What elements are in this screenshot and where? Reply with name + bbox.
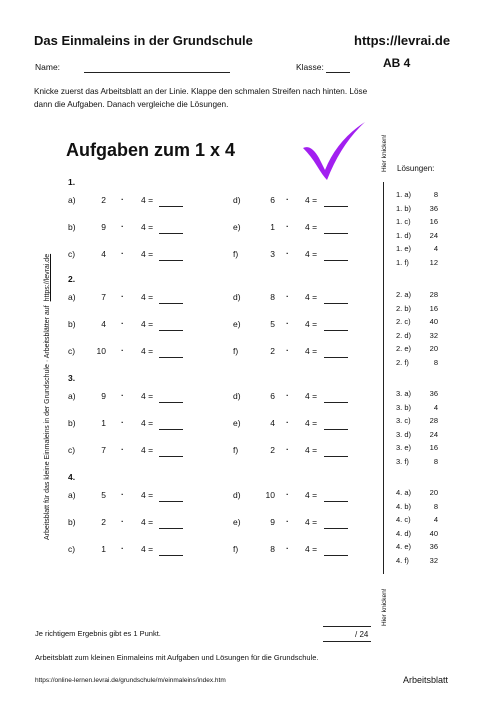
answer-field[interactable] bbox=[159, 429, 183, 430]
task-multiplier: 4 = bbox=[141, 418, 154, 428]
multiply-operator: · bbox=[121, 417, 124, 427]
answer-field[interactable] bbox=[159, 357, 183, 358]
instructions: Knicke zuerst das Arbeitsblatt an der Linie. Klappe den schmalen Streifen nach hinten. Löse dann die Aufgaben. Danach vergleiche die Lösungen. bbox=[34, 87, 368, 109]
task-multiplier: 4 = bbox=[305, 292, 318, 302]
multiply-operator: · bbox=[286, 543, 289, 553]
task-multiplier: 4 = bbox=[305, 517, 318, 527]
answer-field[interactable] bbox=[324, 330, 348, 331]
multiply-operator: · bbox=[286, 417, 289, 427]
solution-key: 3. c) bbox=[396, 416, 411, 425]
solution-value: 32 bbox=[429, 330, 438, 340]
solution-key: 1. f) bbox=[396, 257, 409, 267]
solution-value: 16 bbox=[429, 303, 438, 313]
solution-value: 12 bbox=[429, 257, 438, 267]
solution-value: 24 bbox=[429, 429, 438, 439]
task-label: f) bbox=[233, 249, 239, 259]
multiply-operator: · bbox=[286, 444, 289, 454]
task-label: a) bbox=[68, 292, 76, 302]
solution-key: 3. d) bbox=[396, 429, 412, 439]
worksheet-title: Aufgaben zum 1 x 4 bbox=[66, 140, 236, 160]
answer-field[interactable] bbox=[324, 402, 348, 403]
task-multiplier: 4 = bbox=[305, 391, 318, 401]
task-multiplier: 4 = bbox=[305, 346, 318, 356]
answer-field[interactable] bbox=[324, 456, 348, 457]
solution-key: 4. b) bbox=[396, 501, 412, 511]
task-factor: 2 bbox=[101, 517, 106, 527]
task-factor: 4 bbox=[101, 249, 106, 259]
multiply-operator: · bbox=[121, 248, 124, 258]
solution-key: 3. f) bbox=[396, 456, 409, 466]
solution-key: 1. b) bbox=[396, 203, 412, 213]
task-multiplier: 4 = bbox=[305, 544, 318, 554]
answer-field[interactable] bbox=[324, 260, 348, 261]
side-text: Arbeitsblatt für das kleine Einmaleins in der Grundschule · Arbeitsblätter aufhttps://levrai.de bbox=[44, 253, 51, 540]
task-multiplier: 4 = bbox=[141, 391, 154, 401]
solution-key: 2. b) bbox=[396, 303, 412, 313]
task-group-number: 1. bbox=[68, 177, 76, 187]
answer-field[interactable] bbox=[324, 501, 348, 502]
task-label: d) bbox=[233, 292, 241, 302]
task-factor: 10 bbox=[96, 346, 106, 356]
task-factor: 1 bbox=[101, 544, 106, 554]
task-multiplier: 4 = bbox=[305, 222, 318, 232]
task-multiplier: 4 = bbox=[305, 490, 318, 500]
solutions-title: Lösungen: bbox=[397, 164, 435, 173]
multiply-operator: · bbox=[121, 543, 124, 553]
multiply-operator: · bbox=[286, 516, 289, 526]
multiply-operator: · bbox=[121, 291, 124, 301]
task-multiplier: 4 = bbox=[141, 249, 154, 259]
task-factor: 4 bbox=[101, 319, 106, 329]
task-label: d) bbox=[233, 195, 241, 205]
multiply-operator: · bbox=[286, 291, 289, 301]
task-factor: 3 bbox=[270, 249, 275, 259]
score-line-bottom bbox=[323, 641, 371, 642]
solution-key: 4. e) bbox=[396, 542, 412, 551]
task-multiplier: 4 = bbox=[141, 544, 154, 554]
answer-field[interactable] bbox=[159, 260, 183, 261]
solution-key: 2. a) bbox=[396, 290, 412, 299]
task-label: c) bbox=[68, 346, 76, 356]
answer-field[interactable] bbox=[159, 402, 183, 403]
multiply-operator: · bbox=[121, 444, 124, 454]
fold-label-bottom: Hier knicken! bbox=[381, 588, 388, 626]
task-label: f) bbox=[233, 544, 239, 554]
task-label: a) bbox=[68, 490, 76, 500]
answer-field[interactable] bbox=[159, 555, 183, 556]
multiply-operator: · bbox=[121, 318, 124, 328]
score: / 24 bbox=[355, 630, 369, 639]
answer-field[interactable] bbox=[324, 528, 348, 529]
solution-key: 2. d) bbox=[396, 330, 412, 340]
solution-value: 36 bbox=[429, 203, 438, 213]
fold-label-top: Hier knicken! bbox=[381, 134, 388, 172]
score-line-top bbox=[323, 626, 371, 627]
multiply-operator: · bbox=[286, 221, 289, 231]
multiply-operator: · bbox=[121, 516, 124, 526]
task-label: b) bbox=[68, 222, 76, 232]
name-label: Name: bbox=[35, 62, 61, 72]
multiply-operator: · bbox=[286, 390, 289, 400]
solution-key: 2. c) bbox=[396, 317, 411, 326]
task-label: c) bbox=[68, 445, 76, 455]
task-factor: 9 bbox=[101, 222, 106, 232]
task-factor: 2 bbox=[270, 445, 275, 455]
multiply-operator: · bbox=[121, 390, 124, 400]
task-factor: 6 bbox=[270, 195, 275, 205]
task-label: c) bbox=[68, 544, 76, 554]
multiply-operator: · bbox=[121, 345, 124, 355]
solution-value: 24 bbox=[429, 230, 438, 240]
task-factor: 2 bbox=[270, 346, 275, 356]
multiply-operator: · bbox=[121, 221, 124, 231]
solution-key: 2. f) bbox=[396, 357, 409, 367]
task-factor: 5 bbox=[101, 490, 106, 500]
solution-value: 16 bbox=[429, 217, 438, 226]
task-multiplier: 4 = bbox=[305, 249, 318, 259]
solution-key: 3. a) bbox=[396, 389, 412, 398]
solution-value: 4 bbox=[433, 244, 438, 253]
task-factor: 9 bbox=[270, 517, 275, 527]
multiply-operator: · bbox=[121, 194, 124, 204]
checkmark-icon bbox=[297, 118, 369, 189]
multiply-operator: · bbox=[286, 194, 289, 204]
footer-url[interactable]: https://online-lernen.levrai.de/grundschule/m/einmaleins/index.htm bbox=[35, 677, 226, 684]
solution-value: 28 bbox=[429, 416, 438, 425]
points-note: Je richtigem Ergebnis gibt es 1 Punkt. bbox=[35, 629, 161, 638]
solution-key: 3. e) bbox=[396, 443, 412, 452]
task-factor: 6 bbox=[270, 391, 275, 401]
answer-field[interactable] bbox=[324, 429, 348, 430]
answer-field[interactable] bbox=[159, 206, 183, 207]
solution-key: 2. e) bbox=[396, 344, 412, 353]
task-factor: 7 bbox=[101, 292, 106, 302]
answer-field[interactable] bbox=[159, 303, 183, 304]
task-label: f) bbox=[233, 445, 239, 455]
solution-key: 4. d) bbox=[396, 528, 412, 538]
answer-field[interactable] bbox=[159, 501, 183, 502]
task-label: f) bbox=[233, 346, 239, 356]
answer-field[interactable] bbox=[324, 357, 348, 358]
footer-description: Arbeitsblatt zum kleinen Einmaleins mit Aufgaben und Lösungen für die Grundschule. bbox=[35, 653, 319, 662]
task-factor: 1 bbox=[101, 418, 106, 428]
task-factor: 9 bbox=[101, 391, 106, 401]
solution-key: 1. e) bbox=[396, 244, 412, 253]
task-multiplier: 4 = bbox=[305, 445, 318, 455]
task-multiplier: 4 = bbox=[305, 418, 318, 428]
klasse-field[interactable] bbox=[326, 72, 350, 73]
task-multiplier: 4 = bbox=[141, 319, 154, 329]
task-factor: 2 bbox=[101, 195, 106, 205]
task-label: b) bbox=[68, 319, 76, 329]
solution-key: 1. a) bbox=[396, 190, 412, 199]
klasse-label: Klasse: bbox=[296, 62, 324, 72]
task-label: d) bbox=[233, 391, 241, 401]
solution-value: 36 bbox=[429, 389, 438, 398]
solution-value: 16 bbox=[429, 443, 438, 452]
task-multiplier: 4 = bbox=[305, 319, 318, 329]
task-group-number: 3. bbox=[68, 373, 76, 383]
task-multiplier: 4 = bbox=[305, 195, 318, 205]
solution-key: 4. a) bbox=[396, 488, 412, 497]
solution-value: 4 bbox=[433, 515, 438, 524]
task-group-number: 4. bbox=[68, 472, 76, 482]
task-factor: 8 bbox=[270, 292, 275, 302]
solution-value: 32 bbox=[429, 555, 438, 565]
solution-value: 4 bbox=[433, 402, 438, 412]
task-label: b) bbox=[68, 418, 76, 428]
solution-key: 4. f) bbox=[396, 555, 409, 565]
multiply-operator: · bbox=[286, 318, 289, 328]
solution-key: 4. c) bbox=[396, 515, 411, 524]
task-factor: 10 bbox=[265, 490, 275, 500]
solution-value: 8 bbox=[433, 357, 438, 367]
solution-value: 36 bbox=[429, 542, 438, 551]
solution-key: 1. d) bbox=[396, 230, 412, 240]
answer-field[interactable] bbox=[159, 456, 183, 457]
task-label: e) bbox=[233, 222, 241, 232]
task-label: c) bbox=[68, 249, 76, 259]
solution-value: 8 bbox=[433, 190, 438, 199]
answer-field[interactable] bbox=[324, 233, 348, 234]
task-label: d) bbox=[233, 490, 241, 500]
task-factor: 5 bbox=[270, 319, 275, 329]
side-url[interactable]: https://levrai.de bbox=[44, 253, 51, 302]
solution-value: 20 bbox=[429, 344, 438, 353]
answer-field[interactable] bbox=[324, 555, 348, 556]
task-label: a) bbox=[68, 391, 76, 401]
task-label: a) bbox=[68, 195, 76, 205]
answer-field[interactable] bbox=[159, 528, 183, 529]
multiply-operator: · bbox=[286, 489, 289, 499]
task-factor: 1 bbox=[270, 222, 275, 232]
solution-value: 20 bbox=[429, 488, 438, 497]
solution-value: 8 bbox=[433, 456, 438, 466]
task-multiplier: 4 = bbox=[141, 292, 154, 302]
task-multiplier: 4 = bbox=[141, 222, 154, 232]
task-factor: 8 bbox=[270, 544, 275, 554]
task-multiplier: 4 = bbox=[141, 517, 154, 527]
task-multiplier: 4 = bbox=[141, 490, 154, 500]
name-field[interactable] bbox=[84, 72, 230, 73]
header-url: https://levrai.de bbox=[354, 33, 451, 48]
answer-field[interactable] bbox=[159, 233, 183, 234]
answer-field[interactable] bbox=[159, 330, 183, 331]
task-factor: 4 bbox=[270, 418, 275, 428]
answer-field[interactable] bbox=[324, 206, 348, 207]
solution-value: 8 bbox=[433, 501, 438, 511]
solution-key: 3. b) bbox=[396, 402, 412, 412]
task-multiplier: 4 = bbox=[141, 195, 154, 205]
task-label: e) bbox=[233, 319, 241, 329]
answer-field[interactable] bbox=[324, 303, 348, 304]
solution-key: 1. c) bbox=[396, 217, 411, 226]
multiply-operator: · bbox=[286, 345, 289, 355]
task-label: b) bbox=[68, 517, 76, 527]
worksheet-code: AB 4 bbox=[383, 56, 411, 70]
solution-value: 40 bbox=[429, 528, 438, 538]
task-group-number: 2. bbox=[68, 274, 76, 284]
task-factor: 7 bbox=[101, 445, 106, 455]
task-label: e) bbox=[233, 418, 241, 428]
task-multiplier: 4 = bbox=[141, 346, 154, 356]
multiply-operator: · bbox=[121, 489, 124, 499]
page-title: Das Einmaleins in der Grundschule bbox=[34, 33, 253, 48]
footer-label: Arbeitsblatt bbox=[403, 675, 449, 685]
task-multiplier: 4 = bbox=[141, 445, 154, 455]
fold-line bbox=[383, 182, 384, 574]
solution-value: 28 bbox=[429, 290, 438, 299]
multiply-operator: · bbox=[286, 248, 289, 258]
solution-value: 40 bbox=[429, 317, 438, 326]
task-label: e) bbox=[233, 517, 241, 527]
